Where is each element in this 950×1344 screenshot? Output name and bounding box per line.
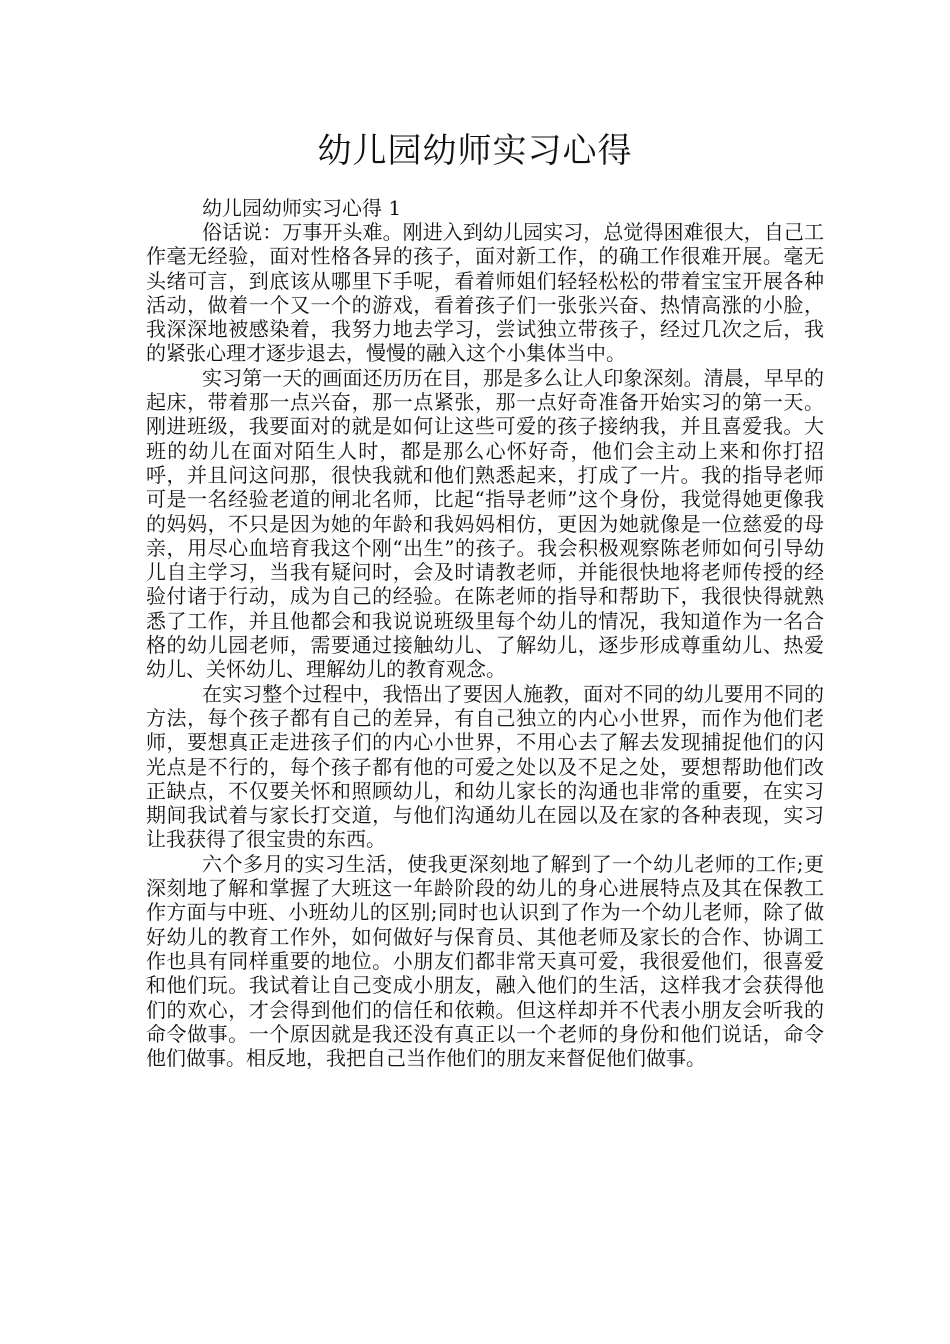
section-heading: 幼儿园幼师实习心得 1 xyxy=(202,196,402,220)
document-body xyxy=(146,196,824,1070)
paragraph-3: 在实习整个过程中，我悟出了要因人施教，面对不同的幼儿要用不同的方法，每个孩子都有自己的差异，有自己独立的内心小世界，而作为他们老师，要想真正走进孩子们的内心小世界，不用心去了解去发现捕捉他们的闪光点是不行的，每个孩子都有他的可爱之处以及不足之处，要想帮助他们改正缺点，不仅要关怀和照顾幼儿，和幼儿家长的沟通也非常的重要，在实习期间我试着与家长打交道，与他们沟通幼儿在园以及在家的各种表现，实习让我获得了很宝贵的东西。 xyxy=(146,681,824,852)
document-title: 幼儿园幼师实习心得 xyxy=(317,131,633,171)
paragraph-4: 六个多月的实习生活，使我更深刻地了解到了一个幼儿老师的工作;更深刻地了解和掌握了大班这一年龄阶段的幼儿的身心进展特点及其在保教工作方面与中班、小班幼儿的区别;同时也认识到了作为一个幼儿老师，除了做好幼儿的教育工作外，如何做好与保育员、其他老师及家长的合作、协调工作也具有同样重要的地位。小朋友们都非常天真可爱，我很爱他们，很喜爱和他们玩。我试着让自己变成小朋友，融入他们的生活，这样我才会获得他们的欢心，才会得到他们的信任和依赖。但这样却并不代表小朋友会听我的命令做事。一个原因就是我还没有真正以一个老师的身份和他们说话，命令他们做事。相反地，我把自己当作他们的朋友来督促他们做事。 xyxy=(146,851,824,1071)
paragraph-1: 俗话说：万事开头难。刚进入到幼儿园实习，总觉得困难很大，自己工作毫无经验，面对性格各异的孩子，面对新工作，的确工作很难开展。毫无头绪可言，到底该从哪里下手呢，看着师姐们轻轻松松的带着宝宝开展各种活动，做着一个又一个的游戏，看着孩子们一张张兴奋、热情高涨的小脸，我深深地被感染着，我努力地去学习，尝试独立带孩子，经过几次之后，我的紧张心理才逐步退去，慢慢的融入这个小集体当中。 xyxy=(146,220,824,366)
paragraph-2: 实习第一天的画面还历历在目，那是多么让人印象深刻。清晨，早早的起床，带着那一点兴奋，那一点紧张，那一点好奇准备开始实习的第一天。刚进班级，我要面对的就是如何让这些可爱的孩子接纳我，并且喜爱我。大班的幼儿在面对陌生人时，都是那么心怀好奇，他们会主动上来和你打招呼，并且问这问那，很快我就和他们熟悉起来，打成了一片。我的指导老师可是一名经验老道的闸北名师，比起“指导老师”这个身份，我觉得她更像我的妈妈，不只是因为她的年龄和我妈妈相仿，更因为她就像是一位慈爱的母亲，用尽心血培育我这个刚“出生”的孩子。我会积极观察陈老师如何引导幼儿自主学习，当我有疑问时，会及时请教老师，并能很快地将老师传授的经验付诸于行动，成为自己的经验。在陈老师的指导和帮助下，我很快得就熟悉了工作，并且他都会和我说说班级里每个幼儿的情况，我知道作为一名合格的幼儿园老师，需要通过接触幼儿、了解幼儿，逐步形成尊重幼儿、热爱幼儿、关怀幼儿、理解幼儿的教育观念。 xyxy=(146,365,824,682)
